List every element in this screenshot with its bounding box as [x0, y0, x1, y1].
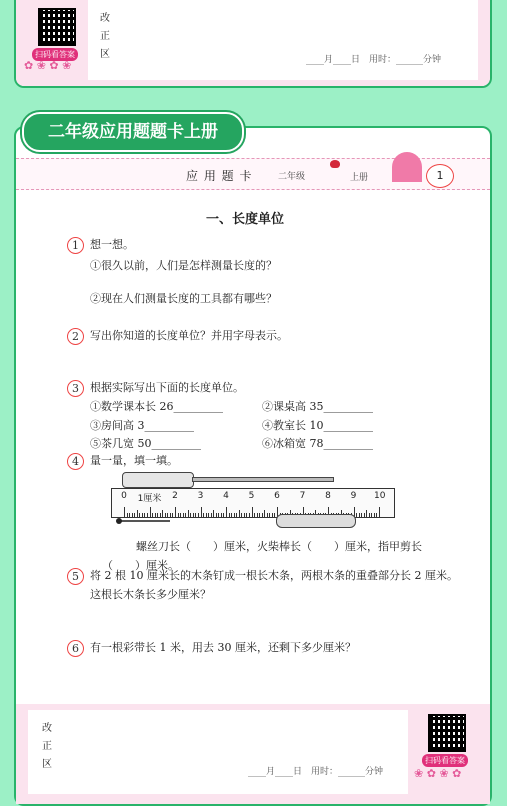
date-time-line-bottom: ____月____日 用时：______分钟 — [248, 767, 384, 777]
q3-item-2: ②课桌高 35_________ — [262, 400, 373, 413]
ruler-label: 1厘米 — [137, 494, 162, 504]
ruler-tick — [359, 513, 360, 517]
ruler-tick — [150, 507, 151, 517]
banner-title: 二年级应用题题卡上册 — [48, 122, 218, 142]
ruler-tick — [185, 513, 186, 517]
question-card — [14, 126, 492, 806]
ruler-tick — [183, 513, 184, 517]
ruler-tick — [155, 513, 156, 517]
ruler-tick — [137, 510, 138, 517]
ruler-tick — [267, 513, 268, 517]
ruler-tick — [190, 513, 191, 517]
ruler-tick — [257, 513, 258, 517]
ruler-tick — [239, 510, 240, 517]
bottom-answer-strip — [16, 704, 490, 804]
ruler-tick — [274, 513, 275, 517]
q1-sub-2: ②现在人们测量长度的工具都有哪些？ — [90, 292, 277, 305]
ruler-tick — [364, 513, 365, 517]
ruler-tick — [231, 513, 232, 517]
ruler-tick — [142, 513, 143, 517]
nail-clipper-icon — [276, 514, 356, 528]
title-banner — [22, 112, 244, 152]
ruler-tick — [262, 513, 263, 517]
ruler-label: 4 — [223, 491, 229, 501]
ruler-tick — [175, 507, 176, 517]
screwdriver-icon — [122, 472, 194, 488]
ruler-tick — [252, 507, 253, 517]
ruler-tick — [379, 507, 380, 517]
ruler-tick — [223, 513, 224, 517]
ruler-tick — [221, 513, 222, 517]
ruler-tick — [144, 513, 145, 517]
page-number-badge: 1 — [426, 164, 454, 188]
umbrella-girl-icon — [392, 152, 422, 182]
card-name: 应 用 题 卡 — [186, 169, 253, 183]
ruler-tick — [371, 513, 372, 517]
ruler-tick — [244, 513, 245, 517]
correction-area-label-bottom: 改 正 区 — [42, 723, 52, 770]
grade-label: 二年级 — [278, 172, 306, 182]
ruler-tick — [195, 513, 196, 517]
flower-decoration-icon-bottom: ❀ ✿ ❀ ✿ — [414, 767, 462, 780]
q1-text: 想一想。 — [90, 238, 134, 251]
ruler-tick — [132, 513, 133, 517]
ruler-label: 3 — [197, 491, 204, 501]
qr-answer-tag: 扫码看答案 — [32, 48, 78, 61]
volume-label: 上册 — [350, 173, 369, 183]
q4-answer-line-2: （ ）厘米。 — [102, 559, 179, 572]
ruler-tick — [356, 513, 357, 517]
ruler-tick — [203, 513, 204, 517]
ruler-tick — [188, 510, 189, 517]
question-number-4: 4 — [67, 453, 84, 470]
ruler-tick — [160, 513, 161, 517]
correction-area-label: 改 正 区 — [100, 13, 110, 60]
ruler-tick — [180, 513, 181, 517]
ruler-tick — [206, 513, 207, 517]
question-number-5: 5 — [67, 568, 84, 585]
date-time-line: ____月____日 用时：______分钟 — [306, 55, 442, 65]
ruler-tick — [218, 513, 219, 517]
q1-sub-1: ①很久以前，人们是怎样测量长度的？ — [90, 259, 277, 272]
ruler-tick — [178, 513, 179, 517]
ruler-label: 8 — [325, 491, 331, 501]
ruler-tick — [170, 513, 171, 517]
ruler-tick — [226, 507, 227, 517]
ruler-tick — [213, 510, 214, 517]
ruler-tick — [269, 513, 270, 517]
ladybug-icon — [330, 160, 340, 168]
q3-item-5: ⑤茶几宽 50_________ — [90, 437, 201, 450]
ruler-tick — [254, 513, 255, 517]
ruler-label: 6 — [274, 491, 280, 501]
ruler-tick — [129, 513, 130, 517]
ruler-tick — [139, 513, 140, 517]
ruler-tick — [165, 513, 166, 517]
question-number-1: 1 — [67, 237, 84, 254]
flower-decoration-icon: ✿ ❀ ✿ ❀ — [24, 59, 72, 72]
question-number-3: 3 — [67, 380, 84, 397]
q3-text: 根据实际写出下面的长度单位。 — [90, 381, 244, 394]
ruler-tick — [167, 513, 168, 517]
ruler-tick — [236, 513, 237, 517]
q3-item-6: ⑥冰箱宽 78_________ — [262, 437, 373, 450]
q2-text: 写出你知道的长度单位？并用字母表示。 — [90, 329, 288, 342]
ruler-tick — [208, 513, 209, 517]
q4-text: 量一量，填一填。 — [90, 454, 178, 467]
ruler-label: 5 — [248, 491, 255, 501]
top-answer-strip — [14, 0, 492, 88]
ruler-tick — [201, 507, 202, 517]
ruler-tick — [229, 513, 230, 517]
matchstick-icon — [120, 520, 170, 522]
ruler-tick — [124, 507, 125, 517]
ruler-tick — [127, 513, 128, 517]
ruler-label: 0 — [121, 491, 127, 501]
ruler-tick — [234, 513, 235, 517]
ruler-tick — [264, 510, 265, 517]
ruler-tick — [198, 513, 199, 517]
ruler-tick — [246, 513, 247, 517]
ruler-tick — [172, 513, 173, 517]
qr-answer-tag-bottom: 扫码看答案 — [422, 754, 468, 767]
q5-text: 将 2 根 10 厘米长的木条钉成一根长木条，两根木条的重叠部分长 2 厘米。 — [90, 569, 458, 582]
ruler-tick — [134, 513, 135, 517]
qr-code-icon-bottom[interactable] — [428, 714, 466, 752]
q3-item-3: ③房间高 3_________ — [90, 419, 194, 432]
q3-item-1: ①数学课本长 26_________ — [90, 400, 223, 413]
ruler-tick — [241, 513, 242, 517]
ruler-tick — [376, 513, 377, 517]
ruler-tick — [249, 513, 250, 517]
ruler-label: 10 — [374, 491, 386, 501]
ruler-tick — [369, 513, 370, 517]
ruler-tick — [147, 513, 148, 517]
ruler-tick — [162, 510, 163, 517]
ruler-tick — [374, 513, 375, 517]
ruler-label: 2 — [172, 491, 178, 501]
question-number-6: 6 — [67, 640, 84, 657]
q4-answer-line-1: 螺丝刀长（ ）厘米，火柴棒长（ ）厘米，指甲剪长 — [136, 540, 422, 553]
qr-code-icon[interactable] — [38, 8, 76, 46]
ruler-tick — [152, 513, 153, 517]
ruler-tick — [216, 513, 217, 517]
q3-item-4: ④教室长 10_________ — [262, 419, 373, 432]
q5-text-2: 这根长木条长多少厘米？ — [90, 588, 211, 601]
ruler-label: 9 — [350, 491, 357, 501]
ruler-tick — [361, 513, 362, 517]
section-title: 一、长度单位 — [206, 212, 285, 227]
ruler-tick — [272, 513, 273, 517]
q6-text: 有一根彩带长 1 米，用去 30 厘米，还剩下多少厘米？ — [90, 641, 356, 654]
ruler-tick — [366, 510, 367, 517]
ruler-tick — [193, 513, 194, 517]
ruler-label: 7 — [299, 491, 306, 501]
ruler-tick — [211, 513, 212, 517]
ruler-tick — [259, 513, 260, 517]
question-number-2: 2 — [67, 328, 84, 345]
ruler-tick — [157, 513, 158, 517]
